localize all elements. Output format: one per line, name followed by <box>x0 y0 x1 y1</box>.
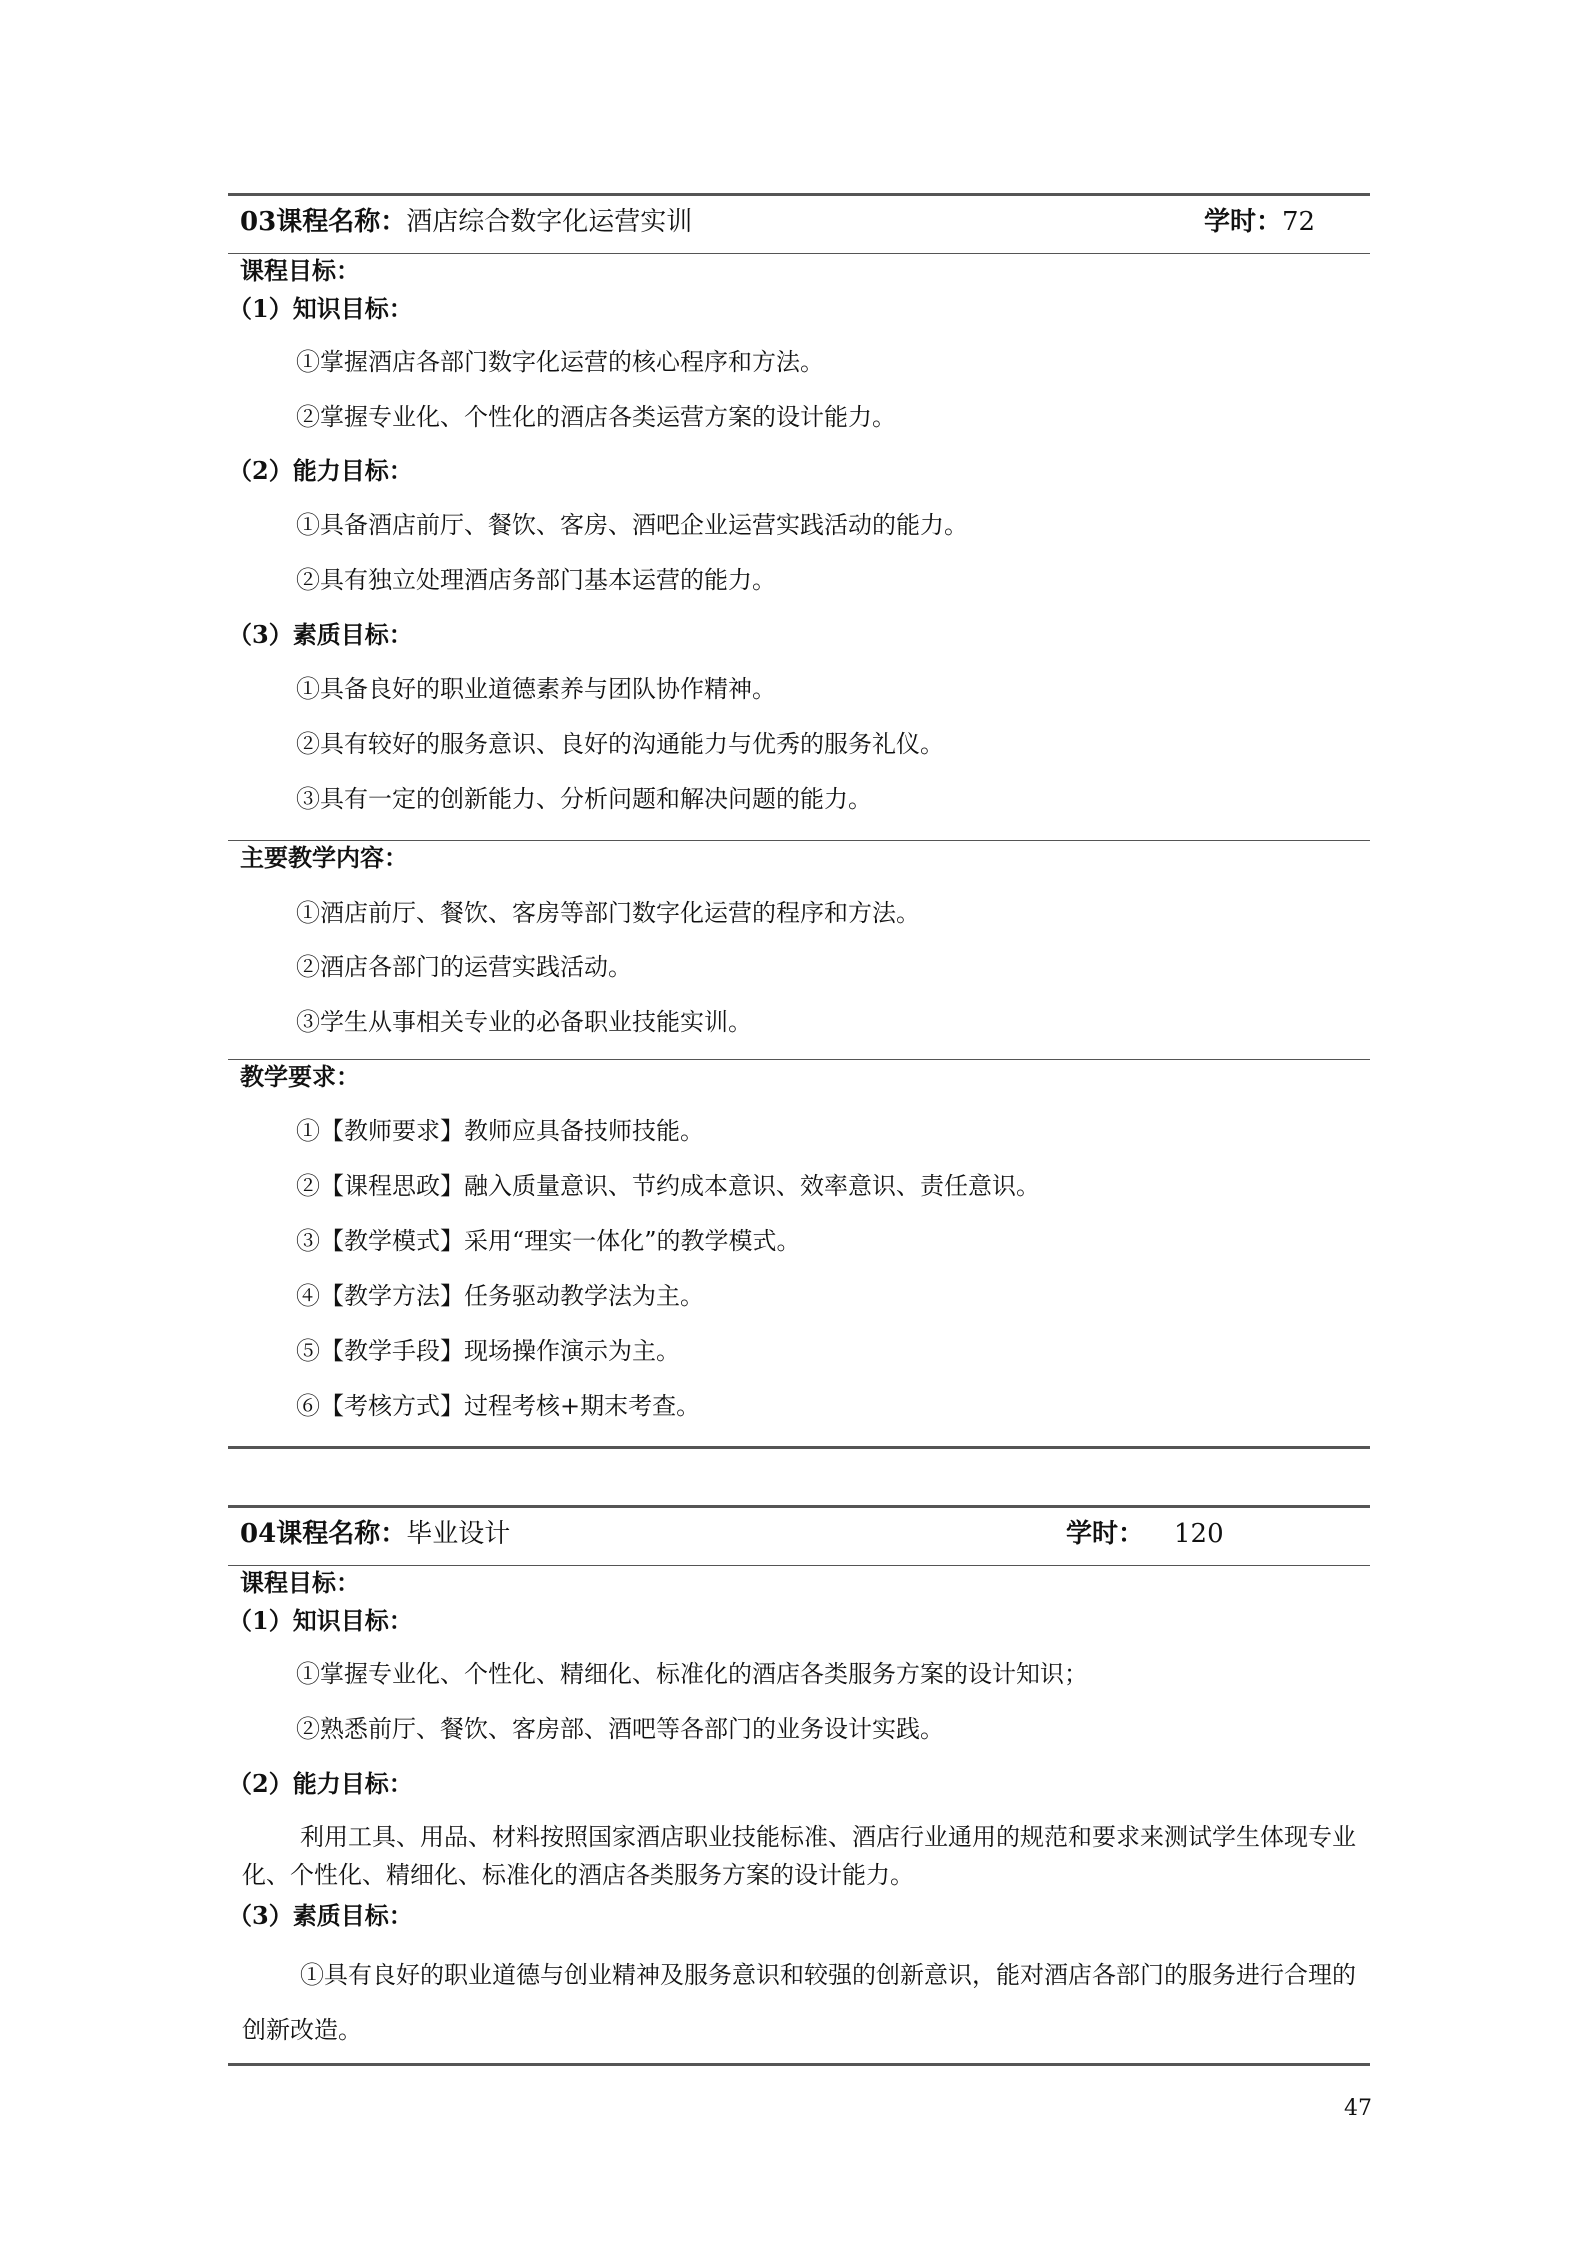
ability-item: ①具备酒店前厅、餐饮、客房、酒吧企业运营实践活动的能力。 <box>296 511 968 539</box>
knowledge-item: ②掌握专业化、个性化的酒店各类运营方案的设计能力。 <box>296 403 896 431</box>
course-title-row <box>240 204 692 240</box>
content-label: 主要教学内容： <box>240 843 408 872</box>
course-name-label: 课程名称： <box>276 1519 407 1549</box>
objectives-label: 课程目标： <box>240 256 360 285</box>
quality-label: （3）素质目标： <box>228 1901 413 1930</box>
page-number: 47 <box>1344 2096 1372 2121</box>
course-code: 04 <box>240 1519 277 1549</box>
ability-label: （2）能力目标： <box>228 1769 413 1798</box>
content-item: ③学生从事相关专业的必备职业技能实训。 <box>296 1008 752 1036</box>
course-name-label: 课程名称： <box>276 207 407 237</box>
course-name: 毕业设计 <box>406 1519 511 1549</box>
knowledge-label: （1）知识目标： <box>228 1606 413 1635</box>
knowledge-item: ②熟悉前厅、餐饮、客房部、酒吧等各部门的业务设计实践。 <box>296 1715 944 1743</box>
course-04-block <box>228 1505 1370 2066</box>
quality-item: ③具有一定的创新能力、分析问题和解决问题的能力。 <box>296 785 872 813</box>
course-hours-row <box>1066 1516 1224 1552</box>
content-item: ①酒店前厅、餐饮、客房等部门数字化运营的程序和方法。 <box>296 899 920 927</box>
quality-paragraph: ①具有良好的职业道德与创业精神及服务意识和较强的创新意识，能对酒店各部门的服务进行合理的创新改造。 <box>242 1961 1356 2044</box>
requirements-label: 教学要求： <box>240 1062 360 1091</box>
requirements-section <box>228 1059 1370 1420</box>
hours-label: 学时： <box>1066 1519 1145 1549</box>
hours-value: 72 <box>1282 207 1316 237</box>
content-section <box>228 840 1370 1036</box>
knowledge-item: ①掌握专业化、个性化、精细化、标准化的酒店各类服务方案的设计知识； <box>296 1660 1088 1688</box>
course-name: 酒店综合数字化运营实训 <box>406 207 693 237</box>
requirement-item: ②【课程思政】融入质量意识、节约成本意识、效率意识、责任意识。 <box>296 1172 1040 1200</box>
objectives-section <box>228 253 1370 813</box>
requirement-item: ③【教学模式】采用“理实一体化”的教学模式。 <box>296 1227 801 1255</box>
objectives-section <box>228 1565 1370 2044</box>
requirement-item: ④【教学方法】任务驱动教学法为主。 <box>296 1282 704 1310</box>
quality-item: ①具备良好的职业道德素养与团队协作精神。 <box>296 675 776 703</box>
ability-label: （2）能力目标： <box>228 456 413 485</box>
content-item: ②酒店各部门的运营实践活动。 <box>296 953 632 981</box>
course-code: 03 <box>240 207 277 237</box>
requirement-item: ⑤【教学手段】现场操作演示为主。 <box>296 1337 680 1365</box>
objectives-label: 课程目标： <box>240 1568 360 1597</box>
ability-paragraph: 利用工具、用品、材料按照国家酒店职业技能标准、酒店行业通用的规范和要求来测试学生体现专业化、个性化、精细化、标准化的酒店各类服务方案的设计能力。 <box>242 1823 1356 1889</box>
course-title-row <box>240 1516 510 1552</box>
course-hours-row <box>1204 204 1315 240</box>
quality-label: （3）素质目标： <box>228 620 413 649</box>
knowledge-item: ①掌握酒店各部门数字化运营的核心程序和方法。 <box>296 348 824 376</box>
ability-item: ②具有独立处理酒店务部门基本运营的能力。 <box>296 566 776 594</box>
hours-value: 120 <box>1174 1519 1224 1549</box>
quality-item: ②具有较好的服务意识、良好的沟通能力与优秀的服务礼仪。 <box>296 730 944 758</box>
hours-label: 学时： <box>1204 207 1283 237</box>
knowledge-label: （1）知识目标： <box>228 294 413 323</box>
course-03-block <box>228 193 1370 1449</box>
requirement-item: ⑥【考核方式】过程考核+期末考查。 <box>296 1392 701 1420</box>
requirement-item: ①【教师要求】教师应具备技师技能。 <box>296 1117 704 1145</box>
